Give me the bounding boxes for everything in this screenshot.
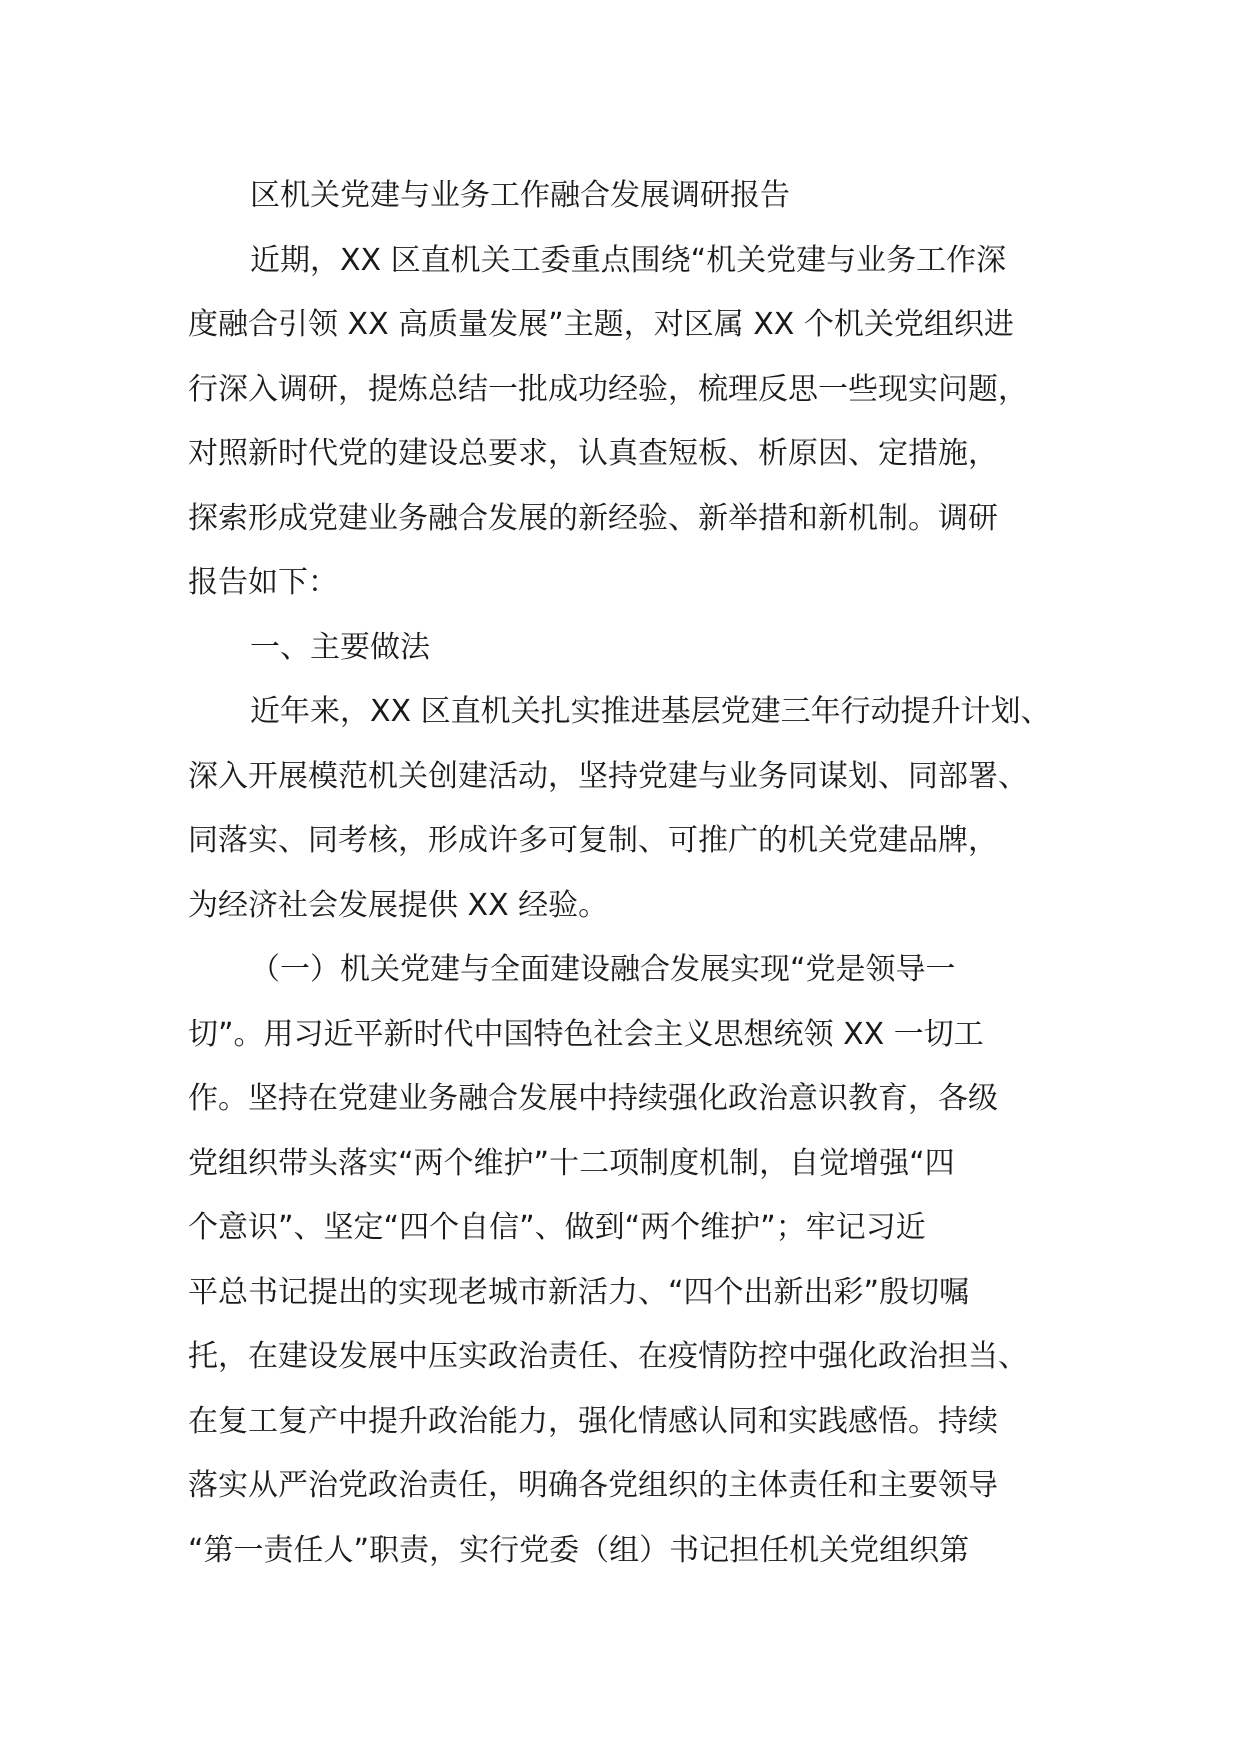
paragraph-line: 党组织带头落实“两个维护”十二项制度机制，自觉增强“四 bbox=[188, 1145, 955, 1181]
paragraph-line: 托，在建设发展中压实政治责任、在疫情防控中强化政治担当、 bbox=[188, 1339, 1028, 1374]
paragraph-line: 近年来，XX 区直机关扎实推进基层党建三年行动提升计划、 bbox=[250, 694, 1051, 729]
paragraph-line: 对照新时代党的建设总要求，认真查短板、析原因、定措施， bbox=[188, 436, 998, 471]
section-heading: 一、主要做法 bbox=[250, 629, 430, 665]
paragraph-line: 报告如下： bbox=[188, 565, 338, 600]
report-body bbox=[188, 164, 1088, 1583]
paragraph-line: 近期，XX 区直机关工委重点围绕“机关党建与业务工作深 bbox=[250, 242, 1007, 278]
paragraph-line: 同落实、同考核，形成许多可复制、可推广的机关党建品牌， bbox=[188, 823, 998, 858]
paragraph-line: 在复工复产中提升政治能力，强化情感认同和实践感悟。持续 bbox=[188, 1403, 998, 1439]
paragraph-line: 作。坚持在党建业务融合发展中持续强化政治意识教育，各级 bbox=[188, 1081, 998, 1116]
paragraph-line: “第一责任人”职责，实行党委（组）书记担任机关党组织第 bbox=[188, 1532, 970, 1568]
paragraph-line: 为经济社会发展提供 XX 经验。 bbox=[188, 887, 609, 923]
paragraph-line: 个意识”、坚定“四个自信”、做到“两个维护”；牢记习近 bbox=[188, 1210, 926, 1245]
paragraph-line: 平总书记提出的实现老城市新活力、“四个出新出彩”殷切嘱 bbox=[188, 1274, 970, 1310]
subsection-heading: （一）机关党建与全面建设融合发展实现“党是领导一 bbox=[250, 952, 956, 987]
paragraph-line: 切”。用习近平新时代中国特色社会主义思想统领 XX 一切工 bbox=[188, 1016, 984, 1052]
paragraph-line: 探索形成党建业务融合发展的新经验、新举措和新机制。调研 bbox=[188, 500, 998, 536]
paragraph-line: 深入开展模范机关创建活动，坚持党建与业务同谋划、同部署、 bbox=[188, 758, 1028, 794]
report-title: 区机关党建与业务工作融合发展调研报告 bbox=[250, 178, 790, 213]
paragraph-line: 落实从严治党政治责任，明确各党组织的主体责任和主要领导 bbox=[188, 1468, 998, 1503]
paragraph-line: 度融合引领 XX 高质量发展”主题，对区属 XX 个机关党组织进 bbox=[188, 307, 1014, 342]
paragraph-line: 行深入调研，提炼总结一批成功经验，梳理反思一些现实问题， bbox=[188, 371, 1028, 407]
